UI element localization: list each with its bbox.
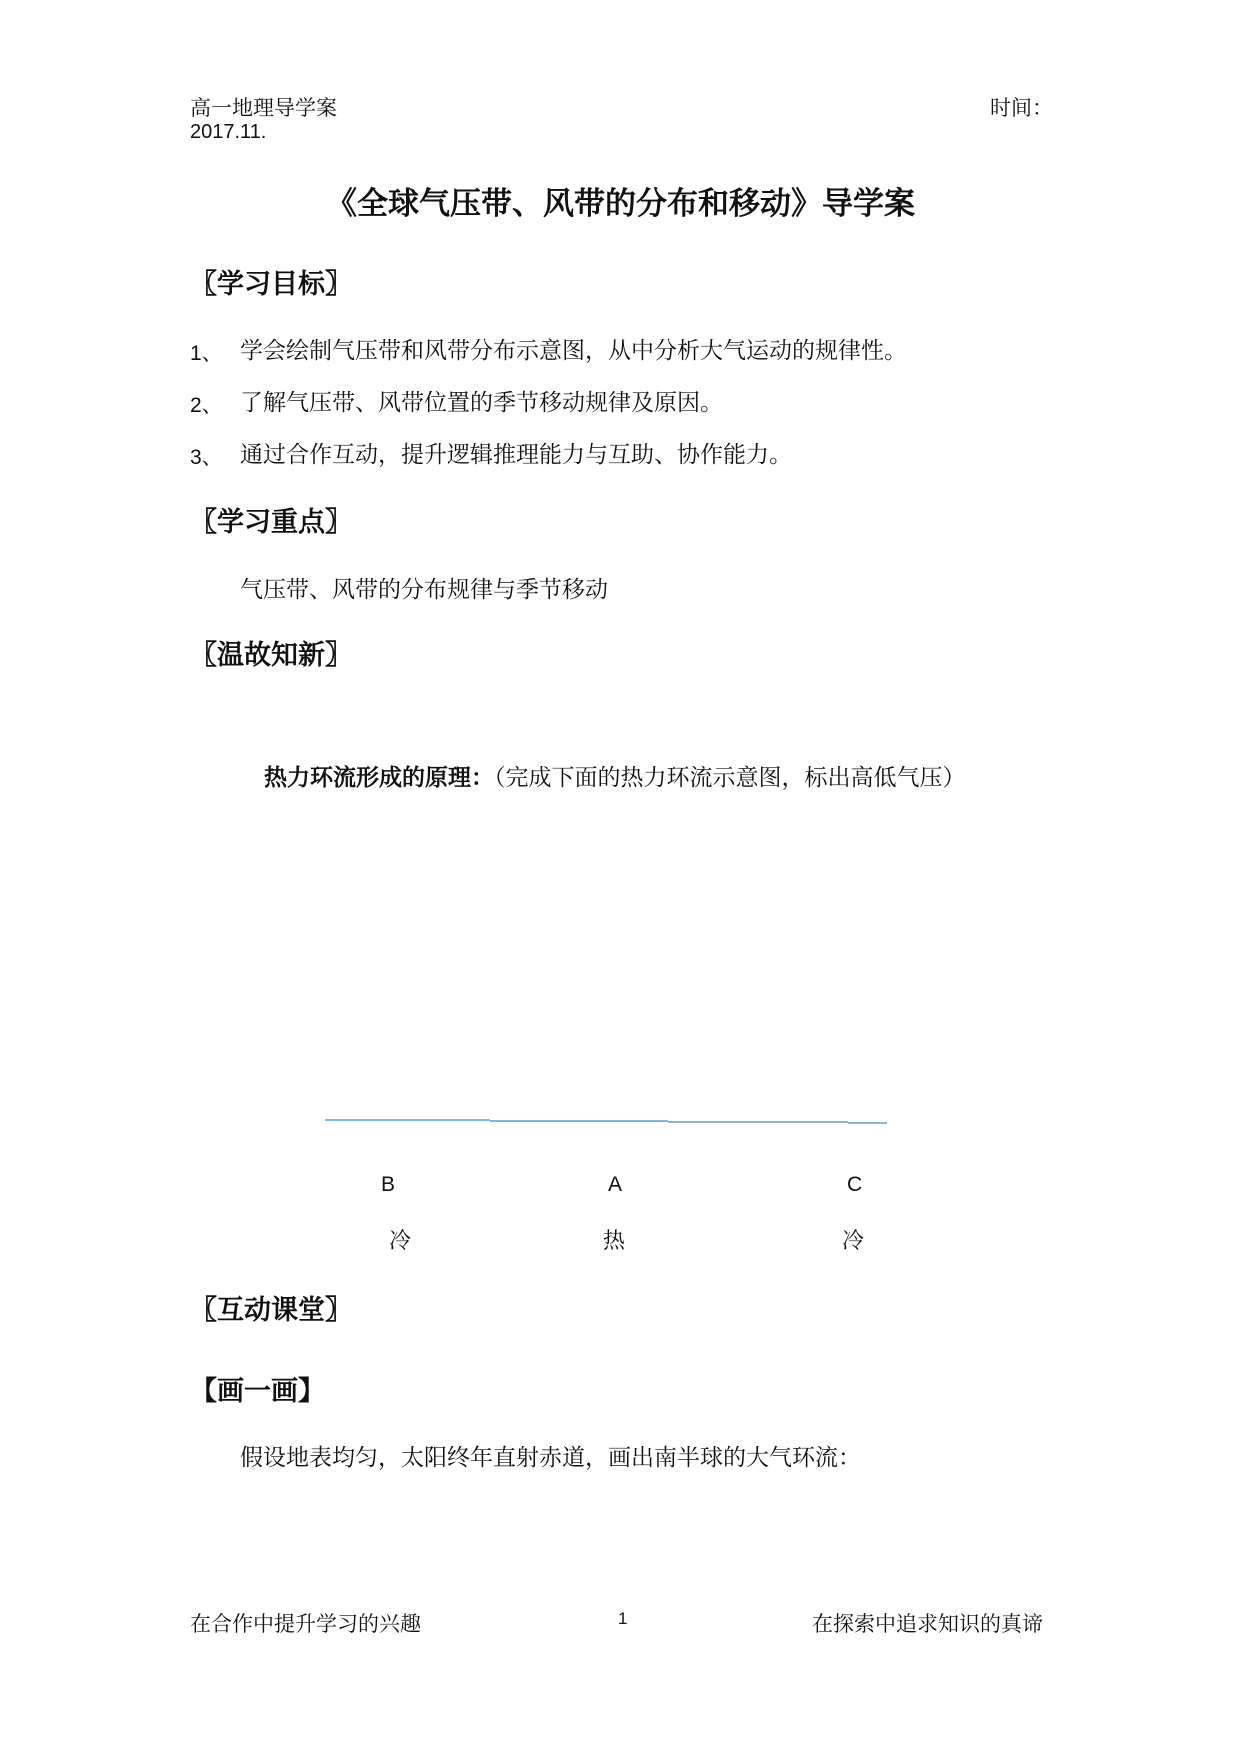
key-points-heading: 〖学习重点〗: [190, 507, 352, 538]
footer-right: 在探索中追求知识的真谛: [812, 1612, 1043, 1636]
objective-text: 了解气压带、风带位置的季节移动规律及原因。: [240, 390, 723, 416]
point-label-c: C: [847, 1173, 863, 1196]
objective-number: 1、: [190, 342, 223, 365]
objective-number: 3、: [190, 446, 223, 469]
point-label-a: A: [608, 1173, 623, 1196]
prompt-bold: 热力环流形成的原理：: [264, 765, 494, 791]
temp-label-c: 冷: [842, 1229, 865, 1254]
objective-text: 学会绘制气压带和风带分布示意图，从中分析大气运动的规律性。: [240, 338, 907, 364]
temp-label-b: 冷: [389, 1229, 412, 1254]
footer-left: 在合作中提升学习的兴趣: [190, 1612, 421, 1636]
page-title: 《全球气压带、风带的分布和移动》导学案: [326, 186, 915, 222]
objectives-heading: 〖学习目标〗: [190, 269, 352, 300]
key-points-text: 气压带、风带的分布规律与季节移动: [240, 577, 608, 603]
objective-text: 通过合作互动，提升逻辑推理能力与互助、协作能力。: [240, 442, 792, 468]
header-subject: 高一地理导学案: [190, 96, 337, 120]
point-label-b: B: [381, 1173, 396, 1196]
draw-heading: 【画一画】: [190, 1376, 325, 1407]
review-heading: 〖温故知新〗: [190, 640, 352, 671]
page-number: 1: [618, 1609, 628, 1628]
temp-label-a: 热: [603, 1229, 626, 1254]
prompt-rest: （完成下面的热力环流示意图，标出高低气压）: [494, 765, 966, 791]
header-date: 2017.11.: [190, 121, 267, 143]
header-time-label: 时间：: [990, 96, 1053, 120]
objective-number: 2、: [190, 394, 223, 417]
draw-instruction: 假设地表均匀，太阳终年直射赤道，画出南半球的大气环流：: [240, 1445, 861, 1471]
ground-line: [325, 1120, 887, 1123]
interactive-heading: 〖互动课堂〗: [190, 1295, 352, 1326]
